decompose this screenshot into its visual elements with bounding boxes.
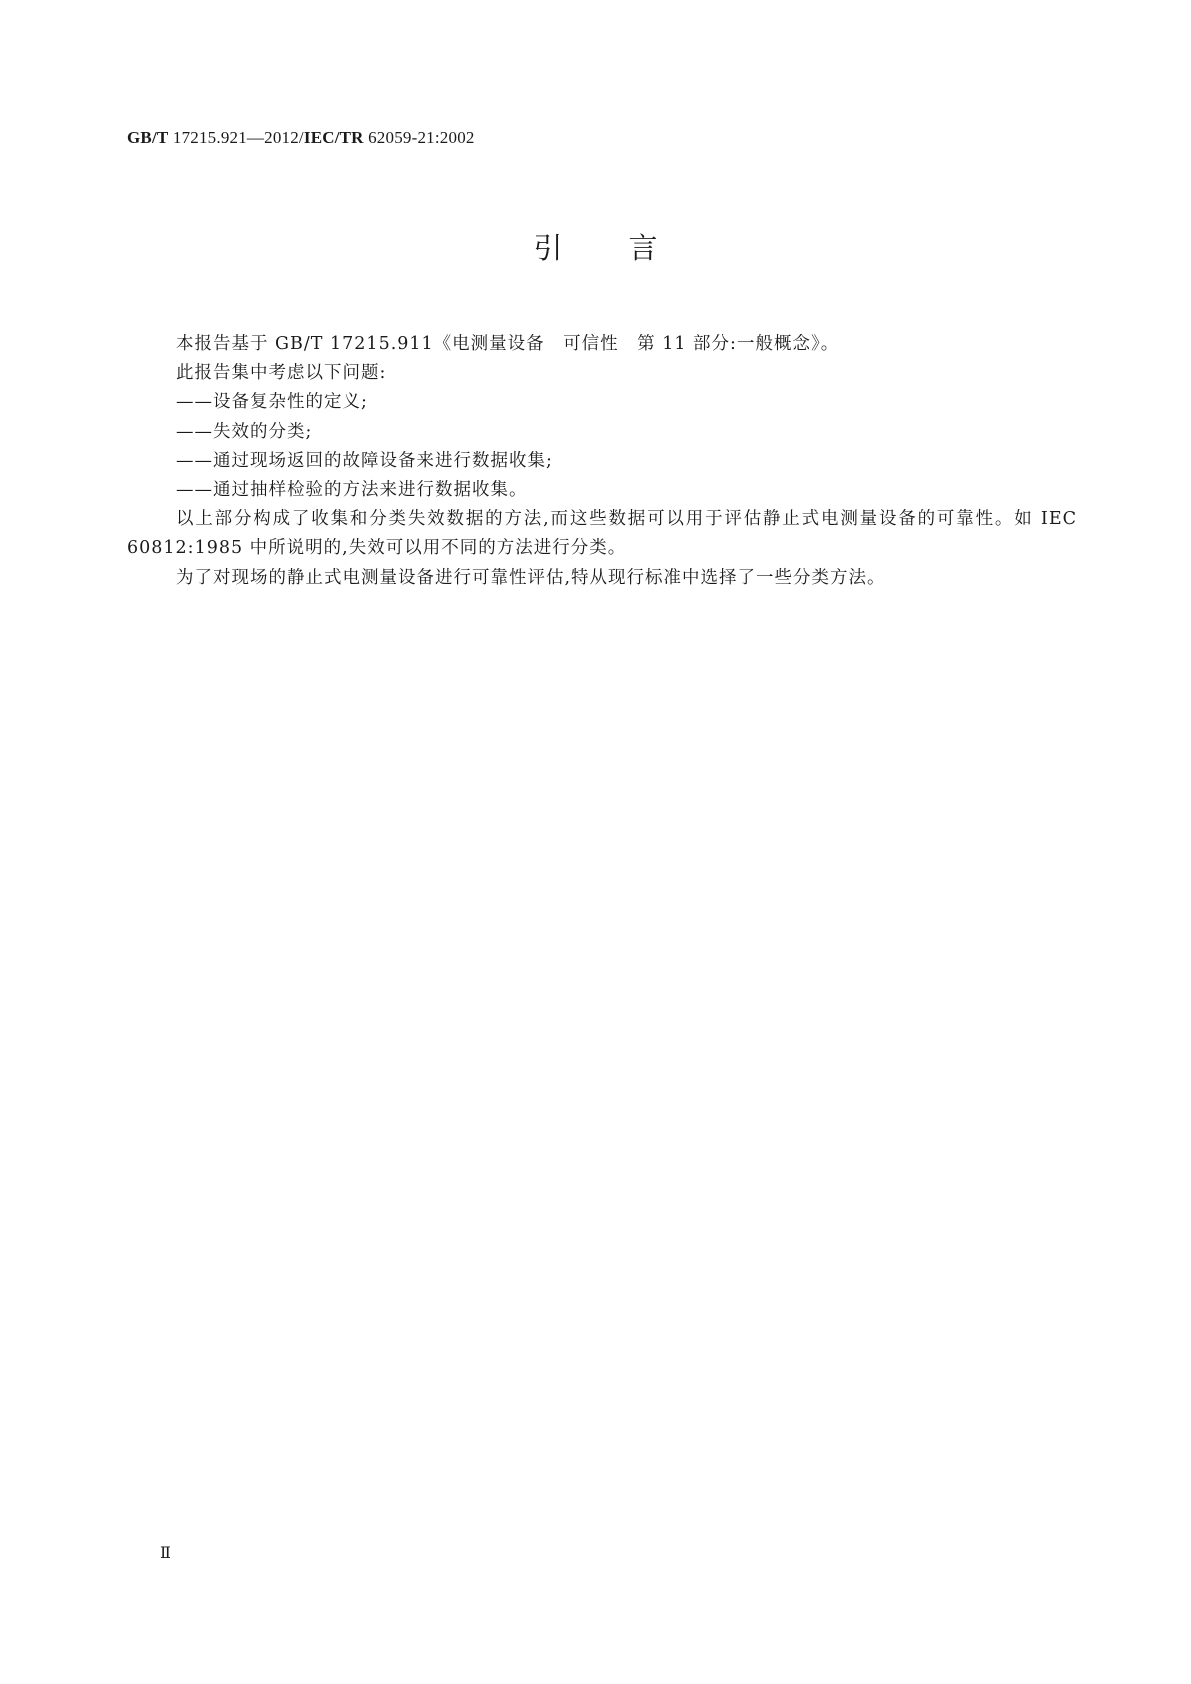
paragraph-4: 为了对现场的静止式电测量设备进行可靠性评估,特从现行标准中选择了一些分类方法。: [176, 567, 886, 588]
document-header-code: [127, 128, 475, 148]
title-char-1: 引: [533, 231, 563, 265]
list-item: ——通过现场返回的故障设备来进行数据收集;: [176, 450, 553, 471]
section-title: [0, 228, 1191, 268]
iec-prefix: IEC/TR: [303, 128, 364, 147]
standard-number: 17215.921—2012/: [168, 128, 304, 147]
paragraph-1: 本报告基于 GB/T 17215.911《电测量设备 可信性 第 11 部分:一般概念》。: [176, 334, 840, 354]
iec-number: 62059-21:2002: [363, 128, 475, 147]
document-body: [127, 330, 1077, 593]
standard-prefix: GB/T: [127, 128, 169, 147]
paragraph-2: 此报告集中考虑以下问题:: [176, 363, 387, 384]
list-item: ——失效的分类;: [176, 421, 313, 442]
paragraph-3: 以上部分构成了收集和分类失效数据的方法,而这些数据可以用于评估静止式电测量设备的可靠性。如 IEC 60812:1985 中所说明的,失效可以用不同的方法进行分类。: [127, 509, 1077, 559]
page-number: Ⅱ: [160, 1545, 171, 1562]
list-item: ——通过抽样检验的方法来进行数据收集。: [176, 480, 528, 501]
title-char-2: 言: [628, 231, 658, 265]
list-item: ——设备复杂性的定义;: [176, 392, 368, 413]
